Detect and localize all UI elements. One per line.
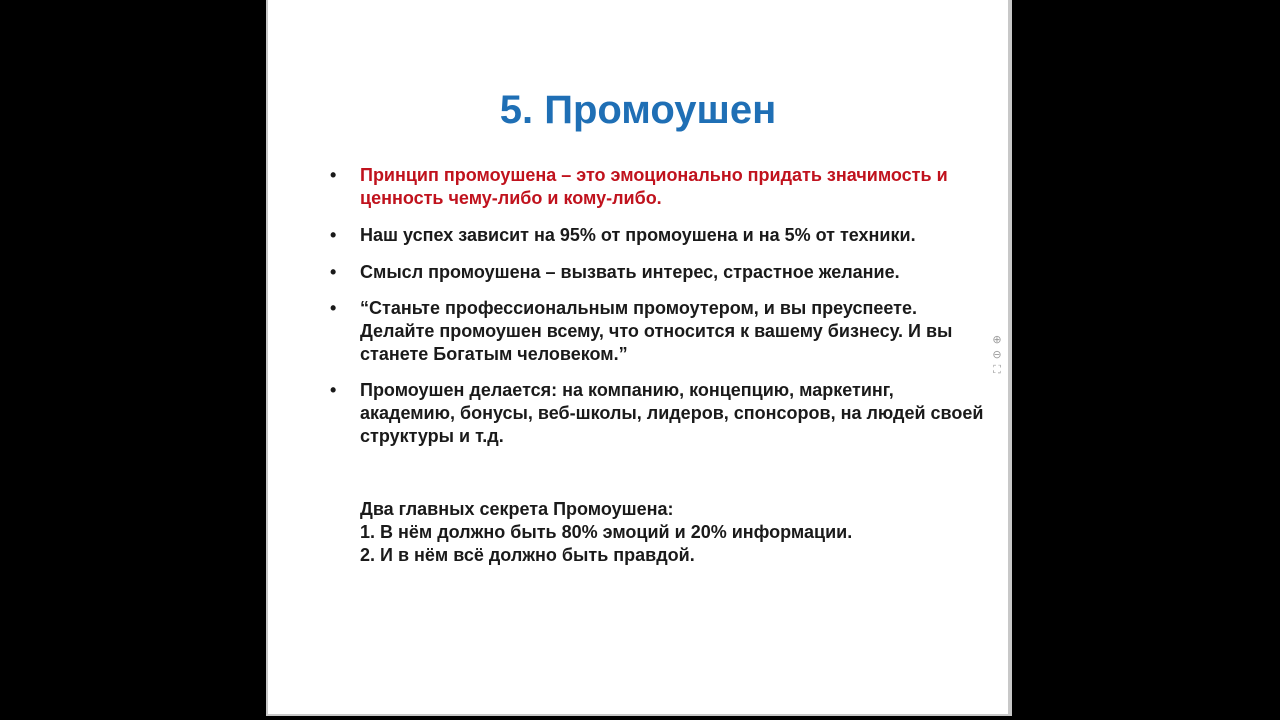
secrets-block [360,498,1000,567]
secret-item: 1. В нём должно быть 80% эмоций и 20% информации. [360,522,853,542]
bullet-success: • Наш успех зависит на 95% от промоушена и на 5% от техники. [326,224,986,247]
zoom-in-icon[interactable]: ⊕ [992,333,1002,346]
slide [268,0,1008,714]
secrets-heading: Два главных секрета Промоушена: [360,499,674,519]
page-frame [266,0,1012,716]
bullet-principle: • Принцип промоушена – это эмоционально придать значимость и ценность чему-либо и кому-либо. [326,164,986,210]
bullet-quote: • “Станьте профессиональным промоутером, и вы преуспеете. Делайте промоушен всему, что относится к вашему бизнесу. И вы станете Богатым человеком.” [326,297,986,366]
zoom-out-icon[interactable]: ⊖ [992,348,1002,361]
secret-item: 2. И в нём всё должно быть правдой. [360,545,695,565]
fit-page-icon[interactable]: ⛶ [993,363,1001,376]
bullet-targets: • Промоушен делается: на компанию, концепцию, маркетинг, академию, бонусы, веб-школы, лидеров, спонсоров, на людей своей структуры и т.д. [326,379,986,448]
bullet-meaning: • Смысл промоушена – вызвать интерес, страстное желание. [326,261,986,284]
slide-title: 5. Промоушен [499,88,777,132]
bullet-list [326,164,986,448]
zoom-toolbar [991,334,1005,380]
